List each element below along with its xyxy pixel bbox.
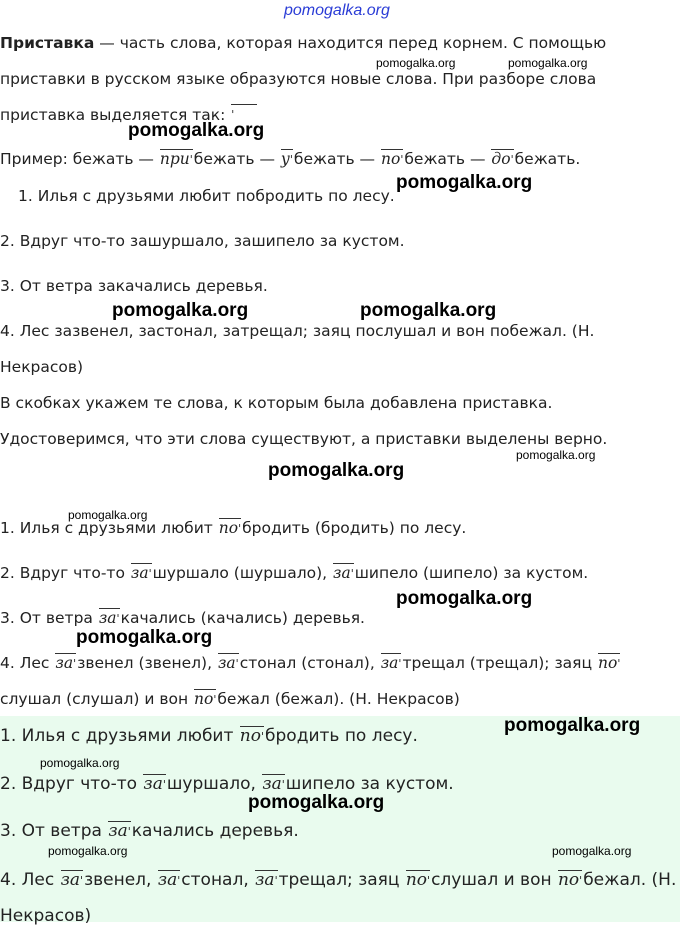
answer-text: 3. От ветра — [0, 821, 108, 841]
answer-text: слушал и вон — [431, 870, 557, 890]
explain-line-1: В скобках укажем те слова, к которым была добавлена приставка. — [0, 394, 553, 412]
prefix-mark: за ' — [99, 608, 120, 627]
prefix-mark: за ' — [55, 653, 76, 672]
watermark: pomogalka.org — [48, 844, 128, 858]
analysis-row-3 — [0, 607, 365, 629]
analysis-text: бродить (бродить) по лесу. — [242, 519, 467, 537]
prefix-mark: при ' — [160, 149, 193, 168]
analysis-text: бежал (бежал). (Н. Некрасов) — [217, 690, 460, 708]
answer-text: 2. Вдруг что-то — [0, 774, 143, 794]
analysis-text: качались (качались) деревья. — [120, 609, 365, 627]
prefix-mark: за ' — [218, 653, 239, 672]
prefix-mark: по ' — [406, 870, 430, 889]
example-text: бежать — — [193, 150, 280, 168]
task-sentence-4-cont: Некрасов) — [0, 358, 84, 376]
task-sentence-1: 1. Илья с друзьями любит побродить по лесу. — [18, 187, 395, 205]
prefix-mark: по ' — [219, 518, 241, 537]
answer-row-4 — [0, 869, 676, 891]
prefix-mark: по ' — [558, 870, 582, 889]
prefix-mark: за ' — [262, 774, 284, 793]
prefix-mark: по ' — [240, 726, 264, 745]
example-text: бежать. — [514, 150, 581, 168]
watermark: pomogalka.org — [376, 56, 456, 70]
watermark: pomogalka.org — [508, 56, 588, 70]
prefix-mark: за ' — [333, 563, 354, 582]
prefix-mark: за ' — [381, 653, 402, 672]
prefix-sign — [231, 104, 257, 118]
prefix-mark: по ' — [194, 689, 216, 708]
example-text: бежать — — [404, 150, 491, 168]
watermark: pomogalka.org — [504, 715, 641, 736]
watermark: pomogalka.org — [68, 508, 148, 522]
task-sentence-2: 2. Вдруг что-то зашуршало, зашипело за кустом. — [0, 232, 405, 250]
intro-text: приставка выделяется так: — [0, 106, 226, 124]
watermark: pomogalka.org — [396, 588, 533, 609]
answer-text: бродить по лесу. — [265, 726, 418, 746]
answer-text: звенел, — [84, 870, 157, 890]
watermark: pomogalka.org — [40, 756, 120, 770]
answer-text: качались деревья. — [131, 821, 299, 841]
answer-row-1 — [0, 725, 418, 747]
example-label: Пример: бежать — — [0, 150, 159, 168]
watermark: pomogalka.org — [76, 627, 213, 648]
answer-row-2 — [0, 773, 454, 795]
prefix-mark: за ' — [158, 870, 180, 889]
answer-text: бежал. (Н. — [583, 870, 677, 890]
prefix-mark: до ' — [491, 149, 513, 168]
answer-text: трещал; заяц — [278, 870, 405, 890]
example-line — [0, 148, 580, 170]
analysis-row-4 — [0, 652, 621, 674]
analysis-text: 4. Лес — [0, 654, 55, 672]
prefix-mark: за ' — [108, 821, 130, 840]
analysis-row-4-cont — [0, 688, 460, 710]
prefix-mark: по ' — [598, 653, 620, 672]
answer-text: 1. Илья с друзьями любит — [0, 726, 239, 746]
watermark: pomogalka.org — [552, 844, 632, 858]
analysis-text: 1. Илья с друзьями любит — [0, 519, 218, 537]
watermark: pomogalka.org — [248, 792, 385, 813]
term-bold: Приставка — [0, 34, 95, 52]
example-text: бежать — — [293, 150, 380, 168]
prefix-mark: за ' — [61, 870, 83, 889]
answer-text: шуршало, — [166, 774, 262, 794]
watermark: pomogalka.org — [128, 120, 265, 141]
analysis-text: шипело (шипело) за кустом. — [354, 564, 589, 582]
analysis-text: звенел (звенел), — [77, 654, 217, 672]
analysis-text: стонал (стонал), — [239, 654, 380, 672]
watermark: pomogalka.org — [112, 300, 249, 321]
task-sentence-3: 3. От ветра закачались деревья. — [0, 277, 268, 295]
answer-text: стонал, — [181, 870, 255, 890]
answer-row-4-cont: Некрасов) — [0, 906, 92, 926]
intro-line-1 — [0, 32, 606, 54]
analysis-text: слушал (слушал) и вон — [0, 690, 194, 708]
analysis-text: 3. От ветра — [0, 609, 98, 627]
prefix-mark: за ' — [143, 774, 165, 793]
answer-text: шипело за кустом. — [285, 774, 454, 794]
answer-row-3 — [0, 820, 299, 842]
answer-text: 4. Лес — [0, 870, 60, 890]
prefix-mark: по ' — [381, 149, 403, 168]
watermark: pomogalka.org — [396, 172, 533, 193]
analysis-text: трещал (трещал); заяц — [402, 654, 597, 672]
analysis-text: 2. Вдруг что-то — [0, 564, 130, 582]
intro-text: — часть слова, которая находится перед корнем. С помощью — [94, 34, 607, 52]
explain-line-2: Удостоверимся, что эти слова существуют, а приставки выделены верно. — [0, 430, 608, 448]
intro-line-2: приставки в русском языке образуются новые слова. При разборе слова — [0, 70, 597, 88]
watermark: pomogalka.org — [360, 300, 497, 321]
prefix-mark: за ' — [255, 870, 277, 889]
watermark: pomogalka.org — [268, 460, 405, 481]
watermark: pomogalka.org — [516, 448, 596, 462]
prefix-mark: за ' — [131, 563, 152, 582]
analysis-text: шуршало (шуршало), — [152, 564, 333, 582]
task-sentence-4: 4. Лес зазвенел, застонал, затрещал; заяц послушал и вон побежал. (Н. — [0, 322, 595, 340]
analysis-row-2 — [0, 562, 588, 584]
watermark-top: pomogalka.org — [284, 2, 390, 19]
prefix-mark: у ' — [281, 149, 293, 168]
